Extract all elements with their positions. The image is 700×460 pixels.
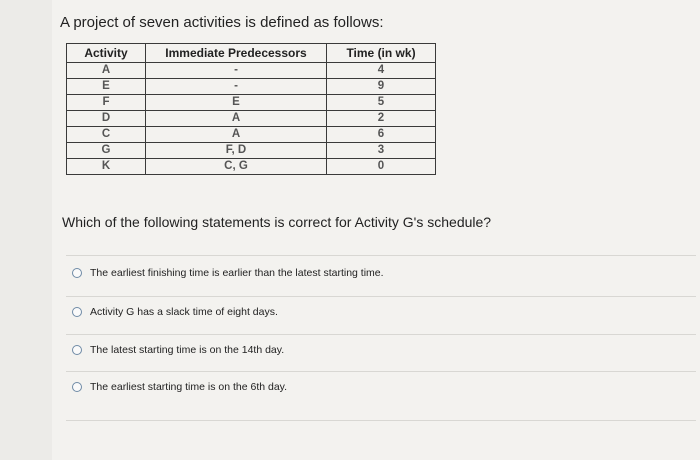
activity-cell: K [67, 159, 146, 175]
column-header-predecessors: Immediate Predecessors [146, 44, 327, 63]
column-header-time: Time (in wk) [327, 44, 436, 63]
intro-text: A project of seven activities is defined as follows: [60, 14, 384, 31]
time-cell: 3 [327, 143, 436, 159]
predecessor-cell: - [146, 79, 327, 95]
table-row [67, 63, 436, 79]
divider [66, 334, 696, 335]
table-row [67, 111, 436, 127]
activity-cell: E [67, 79, 146, 95]
table-header-row [67, 44, 436, 63]
predecessor-cell: A [146, 111, 327, 127]
predecessor-cell: F, D [146, 143, 327, 159]
radio-button-icon[interactable] [72, 307, 82, 317]
divider [66, 420, 696, 421]
table-row [67, 95, 436, 111]
predecessor-cell: - [146, 63, 327, 79]
activity-cell: G [67, 143, 146, 159]
answer-option-2[interactable] [72, 306, 278, 318]
radio-button-icon[interactable] [72, 382, 82, 392]
option-label: Activity G has a slack time of eight days. [90, 306, 278, 318]
table-row [67, 127, 436, 143]
predecessor-cell: A [146, 127, 327, 143]
time-cell: 6 [327, 127, 436, 143]
table-row [67, 159, 436, 175]
activity-cell: F [67, 95, 146, 111]
radio-button-icon[interactable] [72, 345, 82, 355]
time-cell: 2 [327, 111, 436, 127]
time-cell: 5 [327, 95, 436, 111]
answer-option-4[interactable] [72, 381, 287, 393]
option-label: The latest starting time is on the 14th day. [90, 344, 285, 356]
activity-cell: C [67, 127, 146, 143]
answer-option-1[interactable] [72, 267, 384, 279]
time-cell: 9 [327, 79, 436, 95]
activity-cell: A [67, 63, 146, 79]
answer-option-3[interactable] [72, 344, 284, 356]
table-row [67, 143, 436, 159]
predecessor-cell: C, G [146, 159, 327, 175]
radio-button-icon[interactable] [72, 268, 82, 278]
time-cell: 0 [327, 159, 436, 175]
time-cell: 4 [327, 63, 436, 79]
divider [66, 255, 696, 256]
question-text: Which of the following statements is correct for Activity G's schedule? [62, 214, 492, 230]
predecessor-cell: E [146, 95, 327, 111]
divider [66, 296, 696, 297]
divider [66, 371, 696, 372]
activity-cell: D [67, 111, 146, 127]
option-label: The earliest finishing time is earlier than the latest starting time. [90, 267, 384, 279]
option-label: The earliest starting time is on the 6th day. [90, 381, 288, 393]
column-header-activity: Activity [67, 44, 146, 63]
activity-table [66, 43, 436, 175]
table-row [67, 79, 436, 95]
